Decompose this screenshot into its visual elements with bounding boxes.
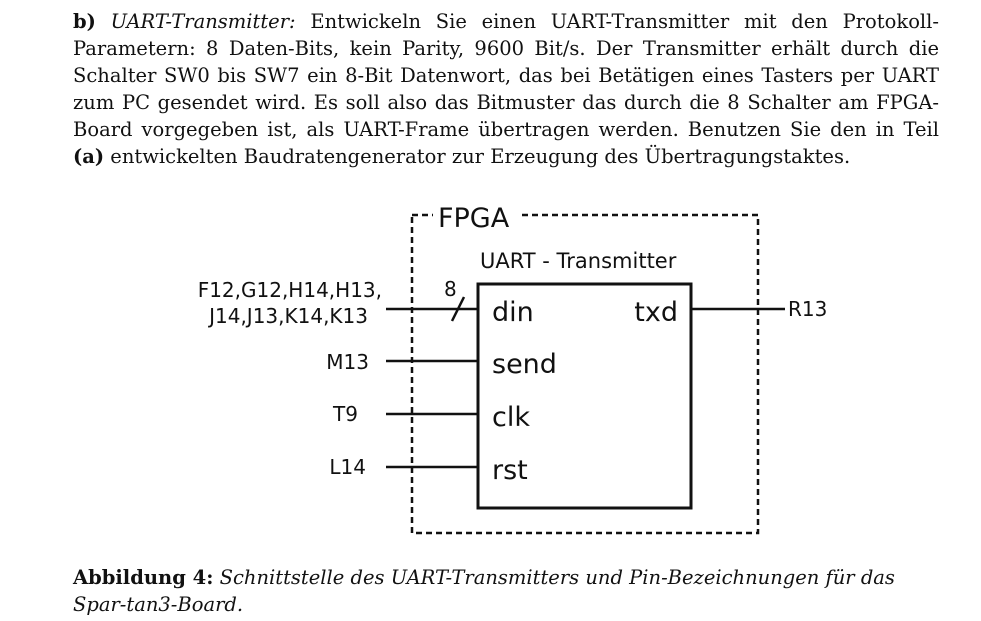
pin-rst: L14	[329, 455, 366, 479]
task-label: b)	[73, 10, 96, 33]
caption-text: Schnittstelle des UART-Transmitters und Pin-Bezeichnungen für das Spar-tan3-Board.	[73, 566, 895, 616]
caption-label: Abbildung 4:	[73, 566, 214, 589]
task-body-end: entwickelten Baudratengenerator zur Erzeugung des Übertragungstaktes.	[110, 145, 851, 168]
pins-din-line1: F12,G12,H14,H13,	[197, 278, 382, 302]
bus-width-label: 8	[444, 277, 457, 301]
task-body: Entwickeln Sie einen UART-Transmitter mit den Protokoll-Parametern: 8 Daten-Bits, kein Parity, 9600 Bit/s. Der Transmitter erhält durch die Schalter SW0 bis SW7 ein 8-Bit Datenwort, das bei Betätigen eines Tasters per UART zum PC gesendet wird. Es soll also das Bitmuster das durch die 8 Schalter am FPGA-Board vorgegeben ist, als UART-Frame übertragen werden. Benutzen Sie den in Teil	[73, 10, 939, 141]
module-title: UART - Transmitter	[480, 249, 677, 273]
pin-txd: R13	[788, 297, 828, 321]
task-title: UART-Transmitter:	[110, 10, 296, 33]
port-rst: rst	[492, 455, 528, 486]
pin-clk: T9	[333, 402, 358, 426]
port-send: send	[492, 349, 557, 380]
pins-din-line2: J14,J13,K14,K13	[209, 304, 368, 328]
pin-send: M13	[326, 350, 369, 374]
figure-caption	[73, 564, 939, 618]
port-din: din	[492, 297, 534, 328]
fpga-label: FPGA	[438, 203, 510, 234]
port-txd: txd	[634, 297, 678, 328]
port-clk: clk	[492, 402, 530, 433]
task-reference: (a)	[73, 145, 105, 168]
